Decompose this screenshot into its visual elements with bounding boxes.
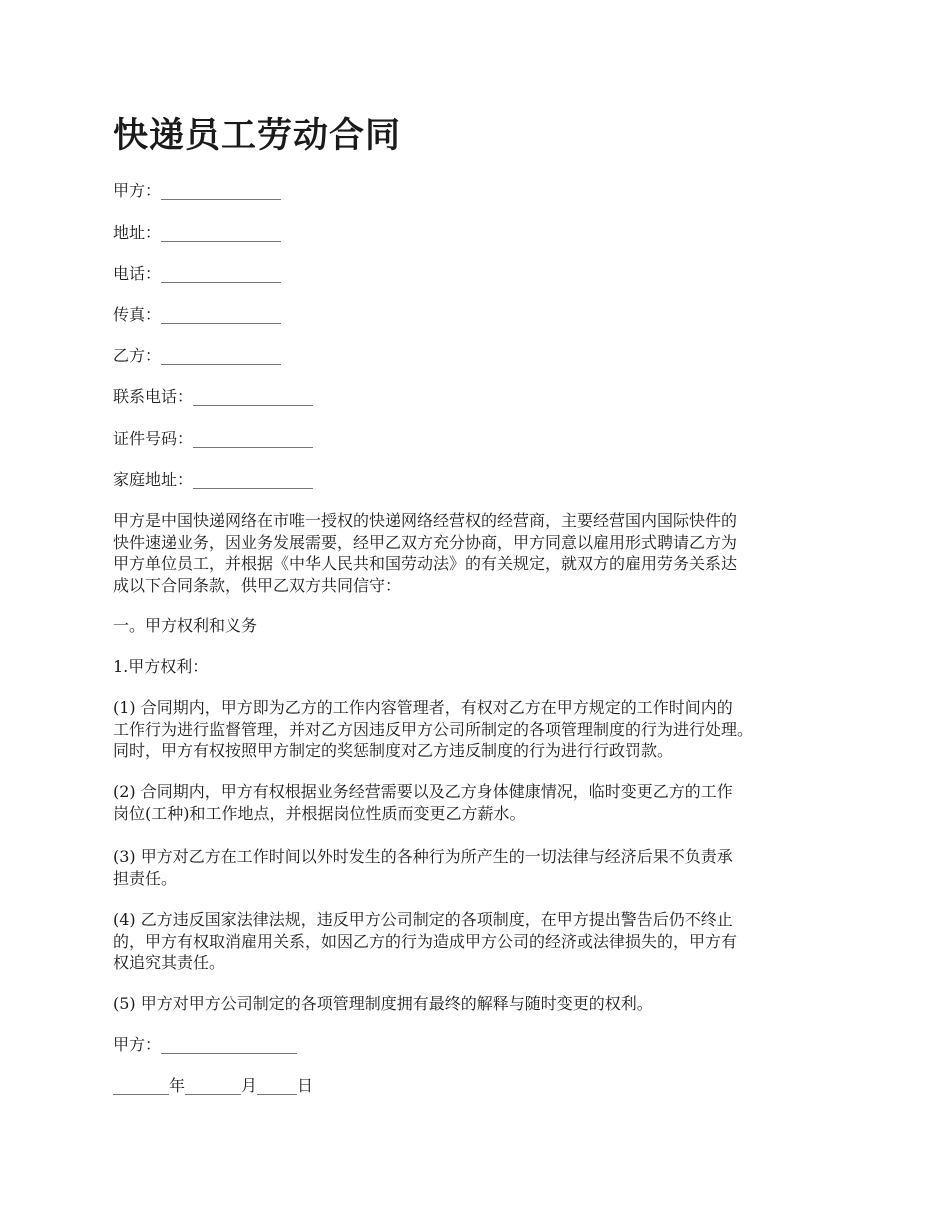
clause-line: (1) 合同期内，甲方即为乙方的工作内容管理者，有权对乙方在甲方规定的工作时间内的 xyxy=(113,698,733,717)
clause-line: (2) 合同期内，甲方有权根据业务经营需要以及乙方身体健康情况，临时变更乙方的工作 xyxy=(113,782,733,801)
clause-line: (3) 甲方对乙方在工作时间以外时发生的各种行为所产生的一切法律与经济后果不负责承 xyxy=(113,847,733,866)
clause-2 xyxy=(113,781,848,824)
phone-field: 电话：_______________ xyxy=(113,264,282,283)
clause-line: 岗位(工种)和工作地点，并根据岗位性质而变更乙方薪水。 xyxy=(113,803,526,823)
intro-paragraph xyxy=(113,510,848,596)
clause-3 xyxy=(113,846,848,889)
clause-line: 同时，甲方有权按照甲方制定的奖惩制度对乙方违反制度的行为进行行政罚款。 xyxy=(113,741,674,760)
clause-line: 工作行为进行监督管理，并对乙方因违反甲方公司所制定的各项管理制度的行为进行处理。 xyxy=(113,719,754,739)
party-a-field: 甲方：_______________ xyxy=(113,181,282,200)
clause-line: 权追究其责任。 xyxy=(113,953,226,972)
date-line: _______年_______月_____日 xyxy=(113,1076,314,1095)
intro-line: 甲方是中国快递网络在市唯一授权的快递网络经营权的经营商，主要经营国内国际快件的 xyxy=(113,511,738,530)
id-number-field: 证件号码：_______________ xyxy=(113,429,314,448)
fax-field: 传真：_______________ xyxy=(113,305,282,324)
address-field: 地址：_______________ xyxy=(113,223,282,242)
intro-line: 成以下合同条款，供甲乙双方共同信守： xyxy=(113,575,402,595)
clause-1 xyxy=(113,697,848,762)
clause-line: 担责任。 xyxy=(113,868,178,888)
section-heading: 一。甲方权利和义务 xyxy=(113,616,258,635)
intro-line: 快件速递业务，因业务发展需要，经甲乙双方充分协商，甲方同意以雇用形式聘请乙方为 xyxy=(113,532,738,552)
party-b-field: 乙方：_______________ xyxy=(113,346,282,365)
clause-line: (5) 甲方对甲方公司制定的各项管理制度拥有最终的解释与随时变更的权利。 xyxy=(113,994,653,1013)
document-title: 快递员工劳动合同 xyxy=(113,116,402,156)
home-address-field: 家庭地址：_______________ xyxy=(113,470,314,489)
clause-line: 的，甲方有权取消雇用关系，如因乙方的行为造成甲方公司的经济或法律损失的，甲方有 xyxy=(113,931,738,951)
subsection-heading: 1.甲方权利： xyxy=(113,657,209,676)
clause-line: (4) 乙方违反国家法律法规，违反甲方公司制定的各项制度，在甲方提出警告后仍不终止 xyxy=(113,910,733,929)
intro-line: 甲方单位员工，并根据《中华人民共和国劳动法》的有关规定，就双方的雇用劳务关系达 xyxy=(113,554,738,573)
clause-5 xyxy=(113,993,848,1015)
contact-phone-field: 联系电话：_______________ xyxy=(113,387,314,406)
signature-line: 甲方：_________________ xyxy=(113,1035,298,1054)
clause-4 xyxy=(113,909,848,974)
